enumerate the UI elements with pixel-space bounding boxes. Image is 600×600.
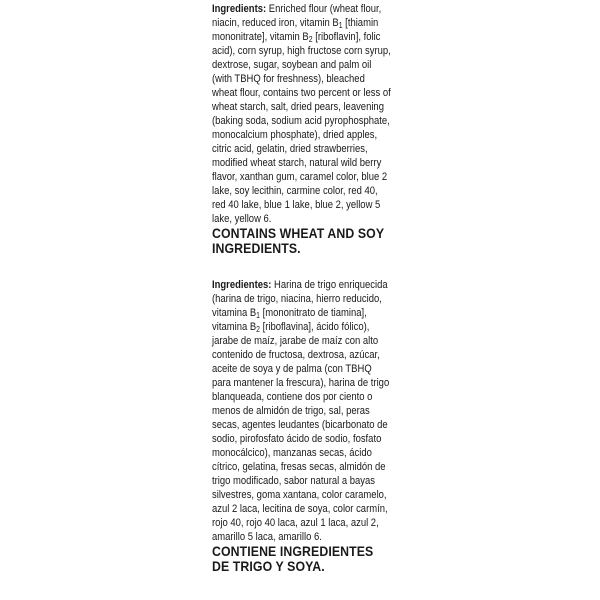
english-ingredients-text-1: Enriched flour (wheat flour, niacin, reduced iron, vitamin B: [212, 3, 382, 29]
spanish-subscript-2: 2: [256, 325, 260, 334]
section-spacer: [212, 256, 392, 278]
ingredients-label-panel: [212, 2, 392, 574]
english-subscript-2: 2: [308, 35, 313, 44]
english-subscript-1: 1: [338, 21, 343, 30]
english-ingredients-text-2: [thiamin mononitrate], vitamin B: [212, 17, 379, 43]
spanish-ingredients-text-1: Harina de trigo enriquecida (harina de trigo, niacina, hierro reducido, vitamina B: [212, 279, 388, 319]
english-ingredients-heading: Ingredients:: [212, 3, 267, 15]
spanish-ingredients-heading: Ingredientes:: [212, 279, 272, 291]
spanish-ingredients-text-3: [riboflavina], ácido fólico), jarabe de maíz, jarabe de maíz con alto contenido de fructosa, dextrosa, azúcar, aceite de soya y de palma (con TBHQ para mantener la frescura), harina de trigo blanqueada, contiene dos por ciento o menos de almidón de trigo, sal, peras secas, agentes leudantes (bicarbonato de sodio, pirofosfato ácido de sodio, fosfato monocálcico), manzanas secas, ácido cítrico, gelatina, fresas secas, almidón de trigo modificado, sabor natural a bayas silvestres, goma xantana, color caramelo, azul 2 laca, lecitina de soya, color carmín, rojo 40, rojo 40 laca, azul 1 laca, azul 2, amarillo 5 laca, amarillo 6.: [212, 321, 390, 543]
spanish-subscript-1: 1: [256, 311, 260, 320]
spanish-ingredients-paragraph: [212, 278, 392, 544]
spanish-ingredients-text-2: [mononitrato de tiamina], vitamina B: [212, 307, 367, 333]
english-allergen-statement: CONTAINS WHEAT AND SOY INGREDIENTS.: [212, 225, 384, 256]
english-ingredients-text-3: [riboflavin], folic acid), corn syrup, high fructose corn syrup, dextrose, sugar, soybean and palm oil (with TBHQ for freshness), bleached wheat flour, contains two percent or less of wheat starch, salt, dried pears, leavening (baking soda, sodium acid pyrophosphate, monocalcium phosphate), dried apples, citric acid, gelatin, dried strawberries, modified wheat starch, natural wild berry flavor, xanthan gum, caramel color, blue 2 lake, soy lecithin, carmine color, red 40, red 40 lake, blue 1 lake, blue 2, yellow 5 lake, yellow 6.: [212, 31, 391, 225]
english-ingredients-paragraph: [212, 2, 392, 226]
spanish-allergen-statement: CONTIENE INGREDIENTES DE TRIGO Y SOYA.: [212, 543, 374, 574]
